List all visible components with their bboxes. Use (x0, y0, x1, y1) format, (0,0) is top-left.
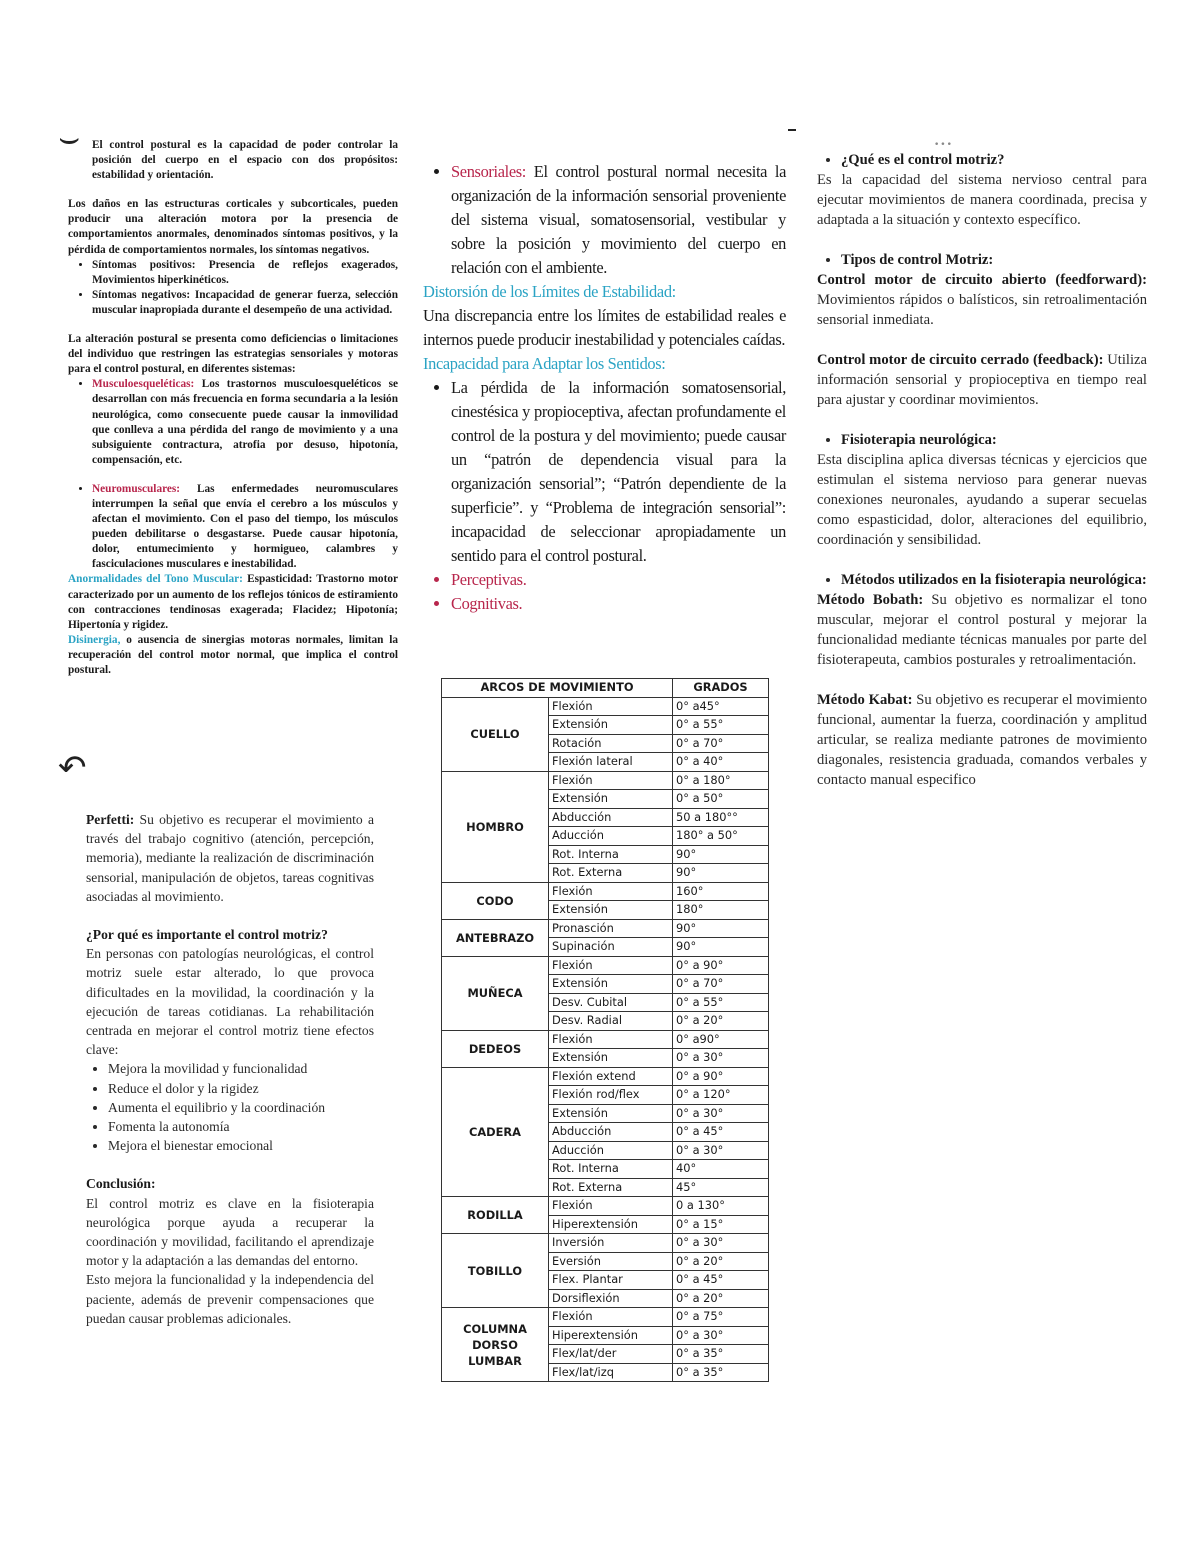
why-title (86, 925, 374, 944)
degrees-cell: 0° a 30° (673, 1234, 769, 1253)
joint-cell: MUÑECA (442, 956, 549, 1030)
degrees-cell: 50 a 180°° (673, 808, 769, 827)
joint-cell: COLUMNA DORSO LUMBAR (442, 1308, 549, 1382)
systems-list-2 (68, 482, 398, 573)
musc-label: Musculoesqueléticas: (92, 378, 195, 391)
curl-ornament-top-icon: ⌣ (58, 118, 81, 158)
musc-text: Los trastornos musculoesqueléticos se desarrollan con más frecuencia en forma secundaria a la lesión neurológica, como consecuente puede causar la inmovilidad que conlleva a una pérdida del rango de movimiento y a una subsiguiente contractura, atrofia por desuso, hipotonía, compensación, etc. (92, 378, 398, 466)
neuro-text: Las enfermedades neuromusculares interrumpen la señal que envía el cerebro a los músculos y afectan el movimiento. Con el paso del tiempo, los músculos pueden debilitarse o desgastarse. Puede causar hipotonía, dolor, entumecimiento y hormigueo, calambres y fasciculaciones musculares e inestabilidad. (92, 482, 398, 571)
degrees-cell: 0° a 20° (673, 1289, 769, 1308)
list-item (841, 150, 1147, 170)
movement-cell: Extensión (549, 716, 673, 735)
degrees-cell: 0° a 30° (673, 1141, 769, 1160)
list-item: • Síntomas negativos: Incapacidad de generar fuerza, selección muscular inapropiada durante el desempeño de una actividad. (92, 288, 398, 318)
damage-paragraph: Los daños en las estructuras corticales y subcorticales, pueden producir una alteración motora por la presencia de comportamientos anormales, denominados síntomas positivos, y la pérdida de comportamientos normales, los síntomas negativos. (68, 198, 398, 256)
why-title-text: ¿Por qué es importante el control motriz? (86, 927, 328, 943)
list-item: • Mejora la movilidad y funcionalidad (108, 1059, 374, 1078)
list-item: • Síntomas positivos: Presencia de reflejos exagerados, Movimientos hiperkinéticos. (92, 258, 398, 288)
closed-loop-paragraph (817, 350, 1147, 410)
q-title: ¿Qué es el control motriz? (841, 152, 1005, 168)
degrees-cell: 0° a 15° (673, 1215, 769, 1234)
movement-cell: Rotación (549, 734, 673, 753)
degrees-cell: 0° a 40° (673, 753, 769, 772)
movement-cell: Desv. Cubital (549, 993, 673, 1012)
movement-cell: Extensión (549, 1104, 673, 1123)
movement-cell: Flexión (549, 771, 673, 790)
kabat-label: Método Kabat: (817, 692, 913, 708)
degrees-cell: 0° a 45° (673, 1271, 769, 1290)
range-of-motion-table (441, 678, 769, 1382)
movement-cell: Hiperextensión (549, 1326, 673, 1345)
neuro-label: Neuromusculares: (92, 482, 181, 495)
list-item: • Mejora el bienestar emocional (108, 1136, 374, 1155)
table-row (442, 956, 769, 975)
degrees-cell: 0° a 50° (673, 790, 769, 809)
list-item (841, 250, 1147, 270)
list-item: • La pérdida de la información somatosensorial, cinestésica y propioceptiva, afectan profundamente el control de la postura y del movimiento; puede causar un “patrón de dependencia visual para la organización sensorial”; “Patrón dependiente de la superficie”. y “Problema de integración sensorial”: incapacidad de seleccionar apropiadamente un sentido para el control postural. (451, 376, 786, 568)
degrees-cell: 0° a 30° (673, 1049, 769, 1068)
kabat-paragraph (817, 690, 1147, 790)
fisio-paragraph: Esta disciplina aplica diversas técnicas y ejercicios que estimulan el sistema nervioso para generar nuevas conexiones neuronales, ayudando a superar secuelas como espasticidad, dolor, alteraciones del equilibrio, coordinación y sensibilidad. (817, 452, 1147, 548)
movement-cell: Flexión (549, 697, 673, 716)
movement-cell: Flexión (549, 1308, 673, 1327)
header-movement: ARCOS DE MOVIMIENTO (442, 679, 673, 698)
list-item: • Cognitivas. (451, 592, 786, 616)
movement-cell: Rot. Interna (549, 845, 673, 864)
movement-cell: Flexión (549, 1197, 673, 1216)
q-paragraph: Es la capacidad del sistema nervioso central para ejecutar movimientos de manera coordinada, precisa y adaptada a la situación y contexto específico. (817, 172, 1147, 228)
disinergia-label: Disinergia, (68, 633, 121, 646)
methods-title: Métodos utilizados en la fisioterapia neurológica: (841, 572, 1147, 588)
table-row (442, 771, 769, 790)
movement-cell: Supinación (549, 938, 673, 957)
degrees-cell: 0° a 90° (673, 1067, 769, 1086)
degrees-cell: 0° a 90° (673, 956, 769, 975)
bobath-text: Su objetivo es normalizar el tono muscular, mejorar el control postural y mejorar la funcionalidad mediante técnicas manuales por parte del fisioterapeuta, cambios posturales y retroalimentación. (817, 592, 1147, 668)
joint-cell: CUELLO (442, 697, 549, 771)
disinergia-text: o ausencia de sinergias motoras normales, limitan la recuperación del control motor normal, que implica el control postural. (68, 633, 398, 676)
tono-paragraph (68, 572, 398, 632)
movement-cell: Rot. Externa (549, 1178, 673, 1197)
movement-cell: Flex/lat/der (549, 1345, 673, 1364)
conclusion-paragraph-2: Esto mejora la funcionalidad y la independencia del paciente, además de prevenir compensaciones que puedan causar problemas adicionales. (86, 1272, 374, 1326)
degrees-cell: 0° a 35° (673, 1363, 769, 1382)
open-loop-label: Control motor de circuito abierto (feedforward): (817, 272, 1147, 288)
degrees-cell: 0° a 70° (673, 975, 769, 994)
movement-cell: Flexión (549, 1030, 673, 1049)
symptoms-list (68, 258, 398, 318)
tono-text: Espasticidad: Trastorno motor caracterizado por un aumento de los reflejos tónicos de estiramiento con contracciones tendinosas exagerada; Flacidez; Hipotonía; Hipertonía y rigidez. (68, 573, 398, 631)
sensoriales-label: Sensoriales: (451, 162, 527, 181)
column-2 (423, 160, 786, 616)
movement-cell: Abducción (549, 808, 673, 827)
joint-cell: DEDEOS (442, 1030, 549, 1067)
degrees-cell: 0° a 55° (673, 716, 769, 735)
movement-cell: Flexión rod/flex (549, 1086, 673, 1105)
degrees-cell: 0° a 120° (673, 1086, 769, 1105)
table-row (442, 1308, 769, 1327)
conclusion-paragraph-1: El control motriz es clave en la fisioterapia neurológica porque ayuda a recuperar la coordinación y movilidad, facilitando el aprendizaje motor y la adaptación a las demandas del entorno. (86, 1195, 374, 1269)
degrees-cell: 160° (673, 882, 769, 901)
divider (788, 129, 796, 131)
alteration-paragraph: La alteración postural se presenta como deficiencias o limitaciones del individuo que restringen las estrategias sensoriales y motoras para el control postural, en diferentes sistemas: (68, 333, 398, 376)
movement-cell: Extensión (549, 975, 673, 994)
perfetti-label: Perfetti: (86, 812, 135, 827)
degrees-cell: 0° a 70° (673, 734, 769, 753)
fisio-list (817, 430, 1147, 450)
distortion-heading: Distorsión de los Límites de Estabilidad: (423, 282, 676, 301)
table-row (442, 1197, 769, 1216)
movement-cell: Flexión lateral (549, 753, 673, 772)
movement-cell: Pronasción (549, 919, 673, 938)
movement-cell: Flexión (549, 882, 673, 901)
open-loop-text: Movimientos rápidos o balísticos, sin retroalimentación sensorial inmediata. (817, 292, 1147, 328)
sensorial-list (423, 160, 786, 280)
methods-list (817, 570, 1147, 590)
effects-list (86, 1059, 374, 1155)
perfetti-text: Su objetivo es recuperar el movimiento a través del trabajo cognitivo (atención, percepción, memoria), mediante la realización de discriminación sensorial, manipulación de objetos, tareas cognitivas asociadas al movimiento. (86, 812, 374, 904)
disinergia-paragraph (68, 633, 398, 678)
degrees-cell: 180° (673, 901, 769, 920)
degrees-cell: 0° a 45° (673, 1123, 769, 1142)
movement-cell: Extensión (549, 1049, 673, 1068)
degrees-cell: 90° (673, 938, 769, 957)
degrees-cell: 0° a45° (673, 697, 769, 716)
intro-paragraph: El control postural es la capacidad de poder controlar la posición del cuerpo en el espacio con dos propósitos: estabilidad y orientación. (92, 139, 398, 182)
movement-cell: Rot. Externa (549, 864, 673, 883)
movement-cell: Flexión (549, 956, 673, 975)
types-list (817, 250, 1147, 270)
ellipsis-icon: ••• (934, 140, 953, 150)
table-header-row (442, 679, 769, 698)
movement-cell: Desv. Radial (549, 1012, 673, 1031)
list-item (841, 430, 1147, 450)
movement-cell: Eversión (549, 1252, 673, 1271)
movement-cell: Dorsiflexión (549, 1289, 673, 1308)
table-row (442, 882, 769, 901)
movement-cell: Flexión extend (549, 1067, 673, 1086)
degrees-cell: 0° a 75° (673, 1308, 769, 1327)
list-item: • Reduce el dolor y la rigidez (108, 1079, 374, 1098)
joint-cell: HOMBRO (442, 771, 549, 882)
degrees-cell: 0° a 30° (673, 1104, 769, 1123)
closed-loop-label: Control motor de circuito cerrado (feedback): (817, 352, 1104, 368)
sensoriales-text: El control postural normal necesita la organización de la información sensorial proveniente del sistema visual, somatosensorial, vestibular y sobre la posición y movimiento del cuerpo en relación con el ambiente. (451, 162, 786, 277)
list-item (92, 377, 398, 468)
movement-cell: Extensión (549, 901, 673, 920)
incapacity-heading: Incapacidad para Adaptar los Sentidos: (423, 354, 666, 373)
movement-cell: Flex/lat/izq (549, 1363, 673, 1382)
q-list (817, 150, 1147, 170)
list-item: • Perceptivas. (451, 568, 786, 592)
degrees-cell: 90° (673, 919, 769, 938)
degrees-cell: 0° a 20° (673, 1252, 769, 1271)
movement-cell: Hiperextensión (549, 1215, 673, 1234)
degrees-cell: 180° a 50° (673, 827, 769, 846)
tono-label: Anormalidades del Tono Muscular: (68, 573, 243, 586)
conclusion-title-text: Conclusión: (86, 1176, 156, 1192)
joint-cell: CODO (442, 882, 549, 919)
systems-list (68, 377, 398, 468)
header-degrees: GRADOS (673, 679, 769, 698)
incapacity-list (423, 376, 786, 616)
list-item (92, 482, 398, 573)
movement-cell: Aducción (549, 827, 673, 846)
joint-cell: RODILLA (442, 1197, 549, 1234)
joint-cell: CADERA (442, 1067, 549, 1197)
table-row (442, 1067, 769, 1086)
degrees-cell: 0° a 20° (673, 1012, 769, 1031)
table-row (442, 919, 769, 938)
table-row (442, 697, 769, 716)
degrees-cell: 90° (673, 845, 769, 864)
types-title: Tipos de control Motriz: (841, 252, 994, 268)
list-item (841, 570, 1147, 590)
perfetti-paragraph (86, 810, 374, 906)
movement-cell: Flex. Plantar (549, 1271, 673, 1290)
degrees-cell: 0 a 130° (673, 1197, 769, 1216)
degrees-cell: 0° a 180° (673, 771, 769, 790)
joint-cell: ANTEBRAZO (442, 919, 549, 956)
conclusion-title (86, 1174, 374, 1193)
degrees-cell: 40° (673, 1160, 769, 1179)
column-1-bottom (86, 810, 374, 1328)
movement-cell: Rot. Interna (549, 1160, 673, 1179)
degrees-cell: 90° (673, 864, 769, 883)
list-item: • Fomenta la autonomía (108, 1117, 374, 1136)
bobath-label: Método Bobath: (817, 592, 924, 608)
why-paragraph: En personas con patologías neurológicas, el control motriz suele estar alterado, lo que provoca dificultades en la movilidad, la coordinación y la ejecución de tareas cotidianas. La rehabilitación centrada en mejorar el control motriz tiene efectos clave: (86, 946, 374, 1058)
column-3 (817, 150, 1147, 790)
movement-cell: Extensión (549, 790, 673, 809)
movement-cell: Aducción (549, 1141, 673, 1160)
closed-loop-text: Utiliza información sensorial y propioceptiva en tiempo real para ajustar y coordinar movimientos. (817, 352, 1147, 408)
distortion-paragraph: Una discrepancia entre los límites de estabilidad reales e internos puede producir inestabilidad y potenciales caídas. (423, 306, 786, 349)
bobath-paragraph (817, 590, 1147, 670)
column-1-top (68, 138, 398, 678)
table-row (442, 1234, 769, 1253)
degrees-cell: 45° (673, 1178, 769, 1197)
degrees-cell: 0° a 55° (673, 993, 769, 1012)
list-item: • Aumenta el equilibrio y la coordinación (108, 1098, 374, 1117)
list-item (451, 160, 786, 280)
open-loop-paragraph (817, 270, 1147, 330)
kabat-text: Su objetivo es recuperar el movimiento funcional, aumentar la fuerza, coordinación y amplitud articular, se realiza mediante patrones de movimiento diagonales, resistencia graduada, comandos verbales y contacto manual especifico (817, 692, 1147, 788)
movement-cell: Abducción (549, 1123, 673, 1142)
degrees-cell: 0° a 35° (673, 1345, 769, 1364)
movement-cell: Inversión (549, 1234, 673, 1253)
joint-cell: TOBILLO (442, 1234, 549, 1308)
curl-ornament-bottom-icon: ↶ (58, 748, 87, 788)
fisio-title: Fisioterapia neurológica: (841, 432, 997, 448)
table-row (442, 1030, 769, 1049)
degrees-cell: 0° a 30° (673, 1326, 769, 1345)
degrees-cell: 0° a90° (673, 1030, 769, 1049)
